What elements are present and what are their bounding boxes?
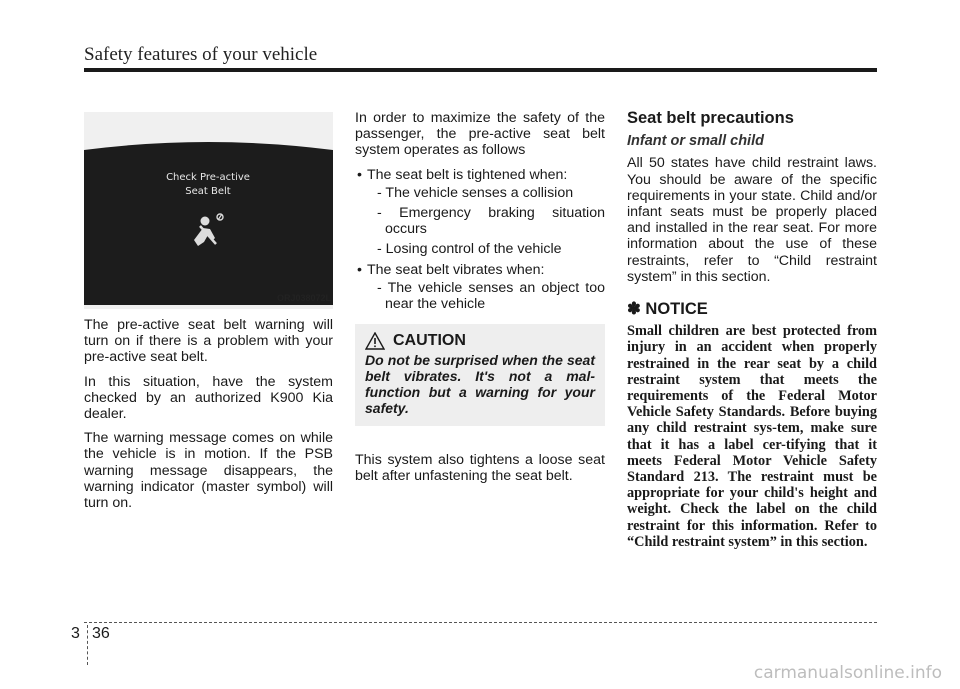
notice-heading xyxy=(627,301,877,317)
figure-caption: ORJ038072L xyxy=(276,292,331,303)
section-subheading: Infant or small child xyxy=(627,133,764,150)
bullet-tightened: • The seat belt is tightened when: xyxy=(355,167,605,183)
bullet-vibrates: • The seat belt vibrates when: xyxy=(355,262,605,278)
col1-paragraph-2: In this situation, have the system checked by an authorized K900 Kia dealer. xyxy=(84,373,333,423)
col1-paragraph-3: The warning message comes on while the vehicle is in motion. If the PSB warning message disappears, the warning indicator (master symbol) will turn on. xyxy=(84,430,333,512)
display-line-1: Check Pre-active xyxy=(166,172,250,183)
section-heading: Seat belt precautions xyxy=(627,109,794,127)
header-rule xyxy=(84,68,877,72)
col1-paragraph-1: The pre-active seat belt warning will turn on if there is a problem with your pre-active seat belt. xyxy=(84,317,333,366)
col3-paragraph: All 50 states have child restraint laws. You should be aware of the specific requirements in your state. Child and/or infant seats must be properly placed and installed in the rear seat. For more information about the use of these restraints, refer to “Child restraint system” in this section. xyxy=(627,155,877,285)
column-2 xyxy=(355,110,605,493)
sub-item: - The vehicle senses a collision xyxy=(377,184,574,201)
sub-item: - The vehicle senses an object too near the vehicle xyxy=(377,279,605,313)
sub-item: - Emergency braking situation occurs xyxy=(377,205,605,238)
notice-title: NOTICE xyxy=(645,300,708,319)
col2-intro: In order to maximize the safety of the passenger, the pre-active seat belt system operates as follows xyxy=(355,110,605,159)
column-1 xyxy=(84,112,333,519)
cluster-display xyxy=(84,140,333,307)
watermark: carmanualsonline.info xyxy=(753,663,942,683)
page-header-title: Safety features of your vehicle xyxy=(84,44,318,65)
page-number-value: 36 xyxy=(92,625,110,642)
notice-icon: ✽ xyxy=(627,300,641,319)
page-number-divider xyxy=(87,625,88,665)
footer-rule xyxy=(84,622,877,623)
caution-title: CAUTION xyxy=(393,332,466,350)
column-3 xyxy=(627,110,877,550)
page-number xyxy=(71,625,110,665)
caution-box xyxy=(355,324,605,426)
notice-text: Small children are best protected from injury in an accident when properly restrained in the rear seat by a child restraint system that meets the requirements of the Federal Motor Vehicle Safety Standards. Before buying any child restraint sys-tem, make sure that it has a label cer-tifying that it meets Federal Motor Vehicle Safety Standard 213. The restraint must be appropriate for your child's height and weight. Check the label on the child restraint for this information. Refer to “Child restraint system” in this section. xyxy=(627,323,877,550)
display-line-2: Seat Belt xyxy=(185,186,231,197)
chapter-number: 3 xyxy=(71,625,80,642)
caution-text: Do not be surprised when the seat belt vibrates. It's not a mal-function but a warning for your safety. xyxy=(365,352,595,417)
warning-triangle-icon xyxy=(365,332,385,350)
sub-item: - Losing control of the vehicle xyxy=(377,241,562,258)
col2-closing-paragraph: This system also tightens a loose seat belt after unfastening the seat belt. xyxy=(355,452,605,485)
cluster-figure xyxy=(84,112,333,309)
